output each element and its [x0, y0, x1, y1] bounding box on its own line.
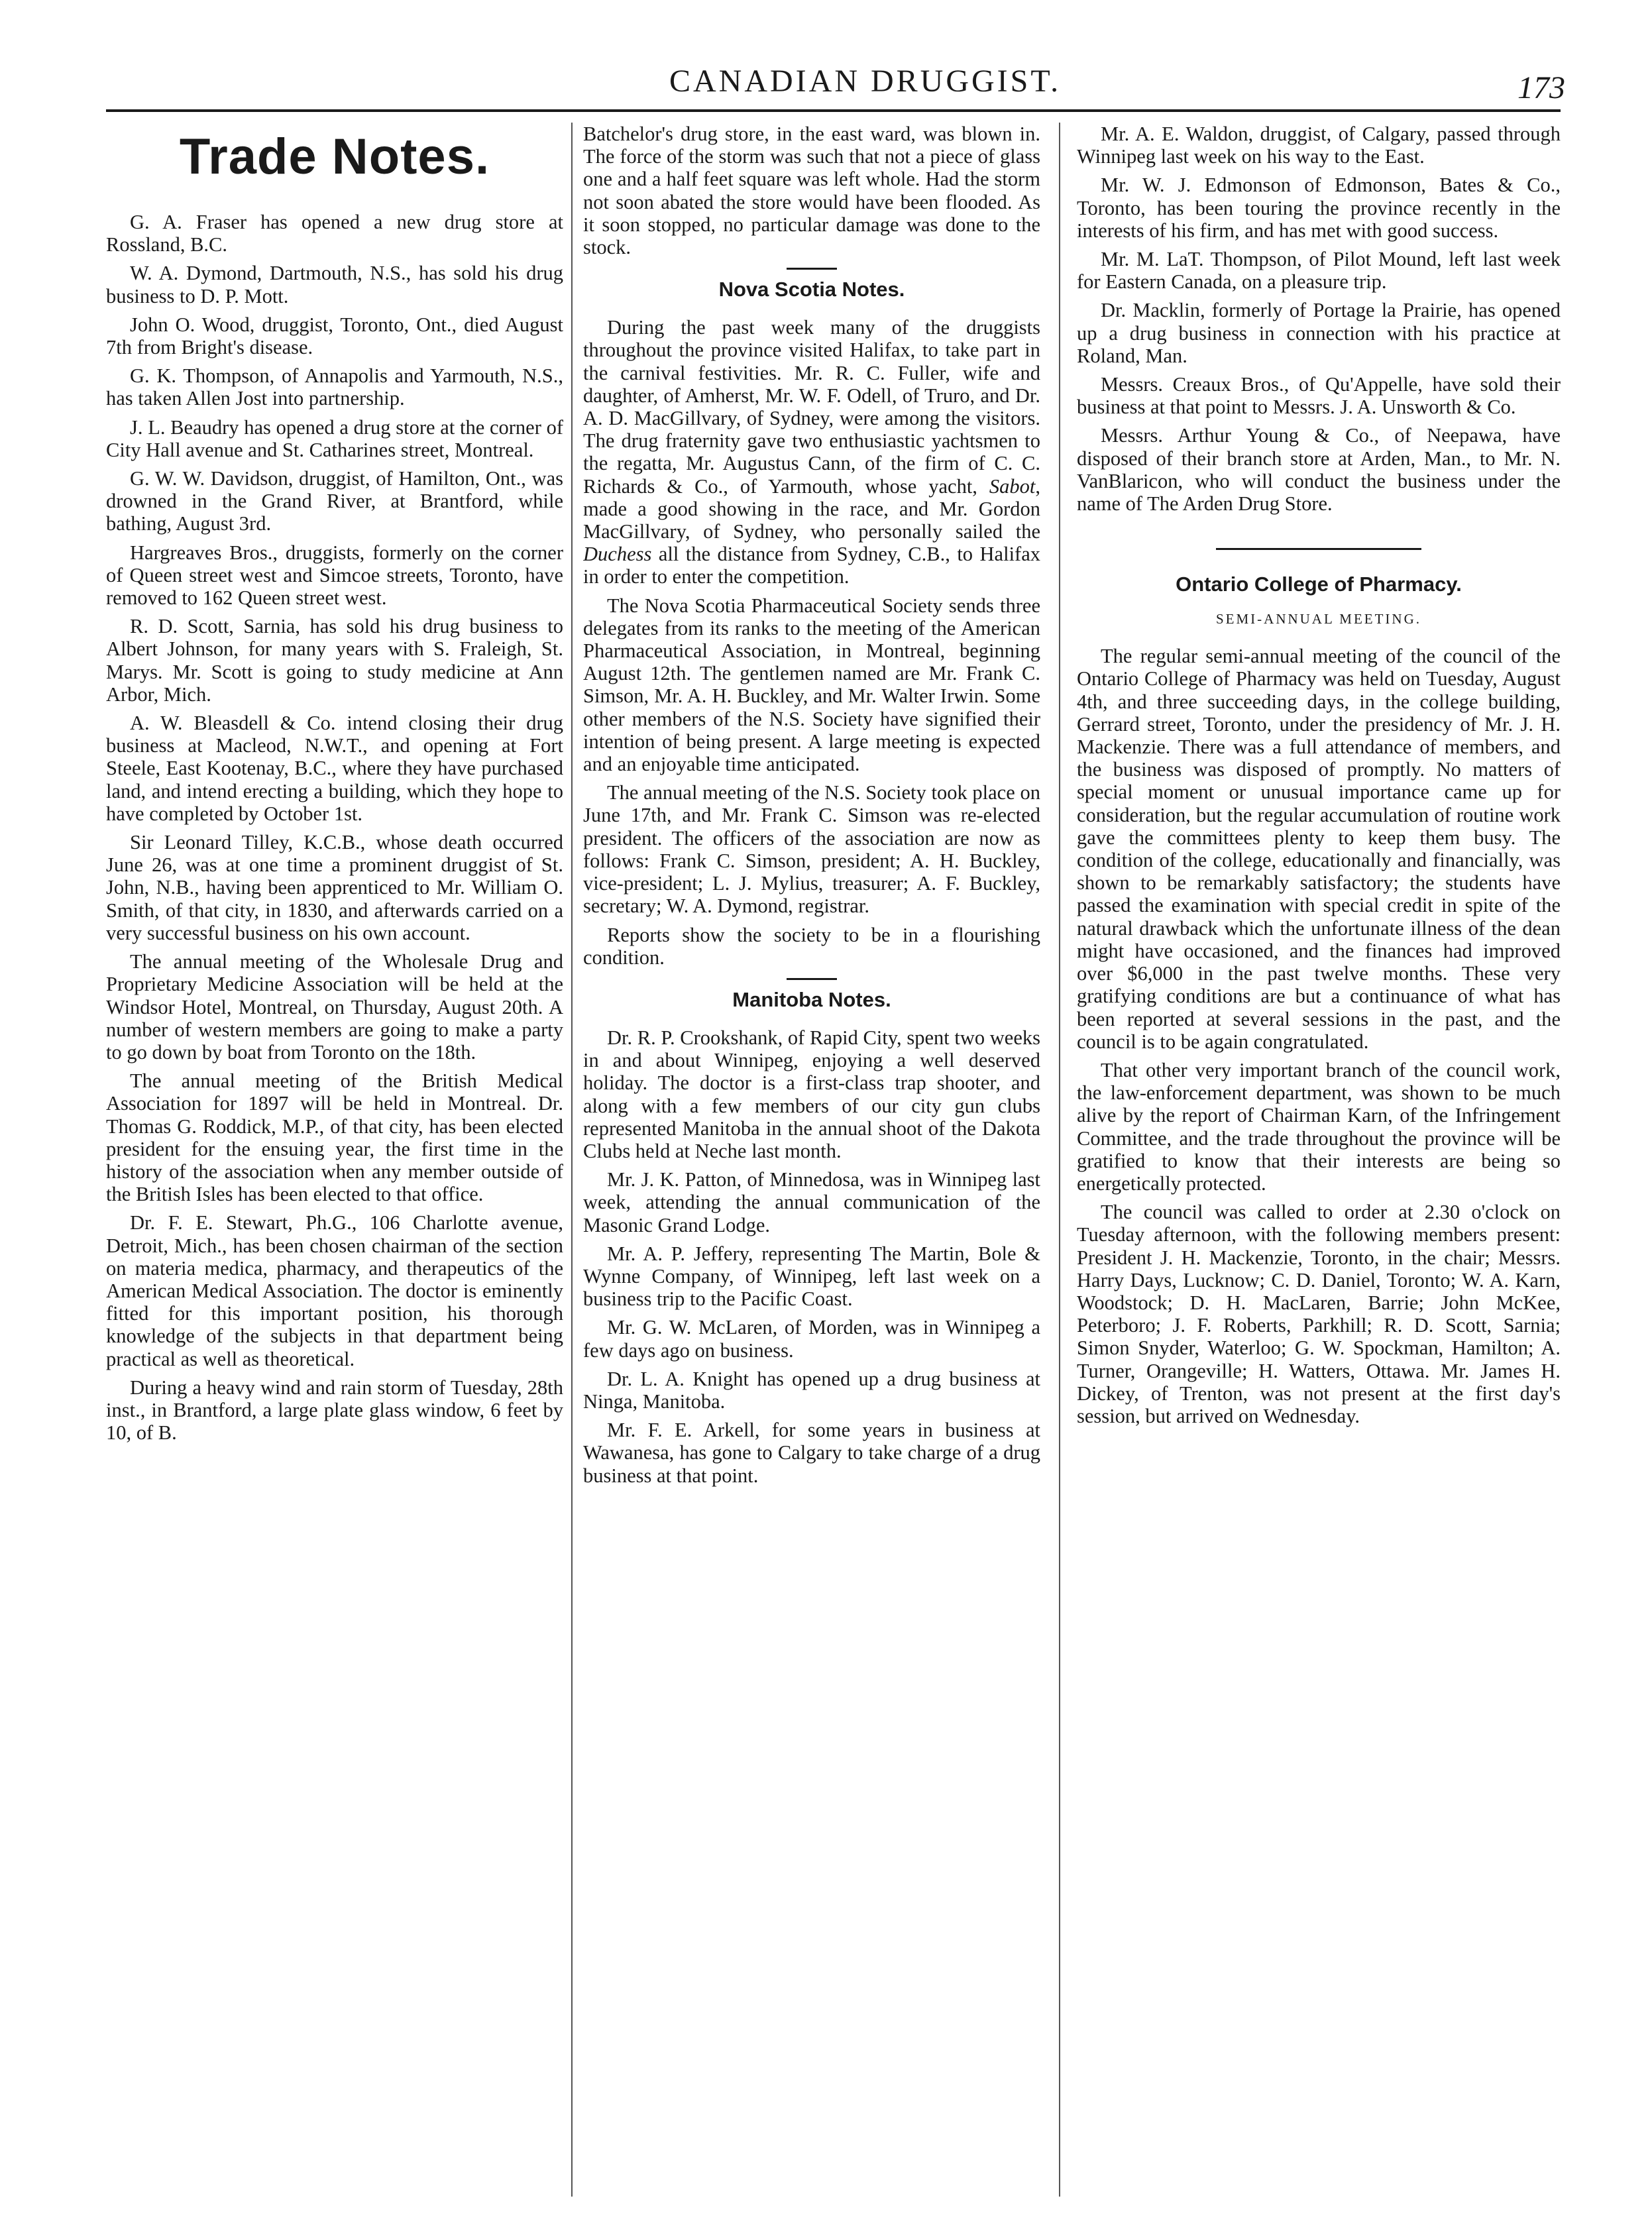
trade-note: W. A. Dymond, Dartmouth, N.S., has sold his drug business to D. P. Mott. — [106, 262, 563, 307]
manitoba-note: Messrs. Arthur Young & Co., of Neepawa, have disposed of their branch store at Arden, Man., to Mr. N. VanBlaricon, who will conduct the business under the name of The Arden Drug Store. — [1077, 424, 1561, 516]
ontario-college-paragraph: The regular semi-annual meeting of the council of the Ontario College of Pharmacy was held on Tuesday, August 4th, and three succeeding days, in the college building, Gerrard street, Toronto, under the presidency of Mr. J. H. Mackenzie. There was a full attendance of members, and the business was disposed of promptly. No matters of special moment or unusual importance came up for consideration, but the regular accumulation of routine work gave the committees plenty to keep them busy. The condition of the college, educationally and financially, was shown to be remarkably satisfactory; the students have passed the examination with special credit in spite of the natural drawback which the unfortunate illness of the dean might have occasioned, and the finances had improved over $6,000 in the past twelve months. These very gratifying conditions are but a continuance of what has been reported at several sessions in the past, and the council is to be again congratulated. — [1077, 645, 1561, 1053]
yacht-name: Sabot — [989, 474, 1036, 498]
trade-notes-title: Trade Notes. — [179, 129, 490, 185]
trade-note: G. K. Thompson, of Annapolis and Yarmouth, N.S., has taken Allen Jost into partnership. — [106, 364, 563, 410]
page-number: 173 — [1517, 70, 1565, 105]
manitoba-note: Mr. F. E. Arkell, for some years in business at Wawanesa, has gone to Calgary to take charge of a drug business at that point. — [583, 1419, 1040, 1487]
manitoba-note: Messrs. Creaux Bros., of Qu'Appelle, have sold their business at that point to Messrs. J. A. Unsworth & Co. — [1077, 373, 1561, 419]
trade-note: G. W. W. Davidson, druggist, of Hamilton, Ont., was drowned in the Grand River, at Brantford, while bathing, August 3rd. — [106, 467, 563, 535]
text-run: , made a good showing in the race, and Mr. Gordon MacGillvary, of Sydney, who personally sailed the — [583, 474, 1040, 543]
ontario-college-paragraph: The council was called to order at 2.30 o'clock on Tuesday afternoon, with the following members present: President J. H. Mackenzie, Toronto, in the chair; Messrs. Harry Days, Lucknow; C. D. Daniel, Toronto; W. A. Karn, Woodstock; D. H. MacLaren, Barrie; John McKee, Peterboro; J. F. Roberts, Parkhill; R. D. Scott, Sarnia; Simon Snyder, Waterloo; G. W. Spockman, Hamilton; A. Turner, Orangeville; H. Watters, Ottawa. Mr. James H. Dickey, of Trenton, was not present at the first day's session, but arrived on Wednesday. — [1077, 1201, 1561, 1427]
trade-note: The annual meeting of the Wholesale Drug and Proprietary Medicine Association will be held at the Windsor Hotel, Montreal, on Thursday, August 20th. A number of western members are going to make a party to go down by boat from Toronto on the 18th. — [106, 950, 563, 1064]
section-divider — [1216, 548, 1421, 550]
yacht-name: Duchess — [583, 543, 652, 566]
running-head: CANADIAN DRUGGIST. — [669, 64, 1062, 99]
section-divider — [787, 268, 837, 270]
nova-scotia-note — [583, 316, 1040, 588]
trade-note: J. L. Beaudry has opened a drug store at the corner of City Hall avenue and St. Catharines street, Montreal. — [106, 415, 563, 461]
ontario-college-title: Ontario College of Pharmacy. — [1176, 573, 1462, 596]
nova-scotia-title: Nova Scotia Notes. — [718, 278, 905, 301]
manitoba-note: Dr. R. P. Crookshank, of Rapid City, spent two weeks in and about Winnipeg, enjoying a well deserved holiday. The doctor is a first-class trap shooter, and along with a few members of our city gun clubs represented Manitoba in the annual shoot of the Dakota Clubs held at Neche last month. — [583, 1026, 1040, 1162]
trade-note: R. D. Scott, Sarnia, has sold his drug business to Albert Johnson, for many years with S. Fraleigh, St. Marys. Mr. Scott is going to study medicine at Ann Arbor, Mich. — [106, 615, 563, 706]
header-rule — [106, 109, 1561, 112]
column-rule — [571, 123, 573, 2197]
manitoba-note: Mr. J. K. Patton, of Minnedosa, was in Winnipeg last week, attending the annual communication of the Masonic Grand Lodge. — [583, 1168, 1040, 1236]
manitoba-note: Dr. L. A. Knight has opened up a drug business at Ninga, Manitoba. — [583, 1367, 1040, 1413]
nova-scotia-note: Reports show the society to be in a flourishing condition. — [583, 923, 1040, 969]
trade-note: Hargreaves Bros., druggists, formerly on the corner of Queen street west and Simcoe streets, Toronto, have removed to 162 Queen street west. — [106, 541, 563, 610]
text-run: During the past week many of the druggists throughout the province visited Halifax, to take part in the carnival festivities. Mr. R. C. Fuller, wife and daughter, of Amherst, Mr. W. F. Odell, of Truro, and Dr. A. D. MacGillvary, of Sydney, were among the visitors. The drug fraternity gave two enthusiastic yachtsmen to the regatta, Mr. Augustus Cann, of the firm of C. C. Richards & Co., of Yarmouth, whose yacht, — [583, 316, 1040, 498]
manitoba-note: Mr. A. E. Waldon, druggist, of Calgary, passed through Winnipeg last week on his way to the East. — [1077, 123, 1561, 168]
manitoba-note: Dr. Macklin, formerly of Portage la Prairie, has opened up a drug business in connection with his practice at Roland, Man. — [1077, 299, 1561, 367]
manitoba-note: Mr. W. J. Edmonson of Edmonson, Bates & Co., Toronto, has been touring the province recently in the interests of his firm, and has met with good success. — [1077, 174, 1561, 242]
trade-note: A. W. Bleasdell & Co. intend closing their drug business at Macleod, N.W.T., and opening at Fort Steele, East Kootenay, B.C., where they have purchased land, and intend erecting a building, which they hope to have completed by October 1st. — [106, 712, 563, 825]
ontario-college-subtitle: SEMI-ANNUAL MEETING. — [1215, 611, 1422, 628]
manitoba-note: Mr. A. P. Jeffery, representing The Martin, Bole & Wynne Company, of Winnipeg, left last week on a business trip to the Pacific Coast. — [583, 1242, 1040, 1311]
ontario-college-paragraph: That other very important branch of the council work, the law-enforcement department, was shown to be much alive by the report of Chairman Karn, of the Infringement Committee, and the trade throughout the province will be gratified to know that their interests are being so energetically protected. — [1077, 1058, 1561, 1195]
manitoba-note: Mr. M. LaT. Thompson, of Pilot Mound, left last week for Eastern Canada, on a pleasure trip. — [1077, 248, 1561, 294]
trade-note: The annual meeting of the British Medical Association for 1897 will be held in Montreal. Dr. Thomas G. Roddick, M.P., of that city, has been elected president for the ensuing year, the first time in the history of the association when any member outside of the British Isles has been elected to that office. — [106, 1069, 563, 1206]
section-divider — [787, 978, 837, 980]
trade-note-continuation: Batchelor's drug store, in the east ward, was blown in. The force of the storm was such that not a piece of glass one and a half feet square was left whole. Had the storm not soon abated the store would have been flooded. As it soon stopped, no particular damage was done to the stock. — [583, 123, 1040, 259]
column-2 — [583, 123, 1040, 2197]
trade-note: John O. Wood, druggist, Toronto, Ont., died August 7th from Bright's disease. — [106, 313, 563, 359]
column-1 — [106, 123, 563, 2197]
trade-note: G. A. Fraser has opened a new drug store at Rossland, B.C. — [106, 211, 563, 256]
manitoba-note: Mr. G. W. McLaren, of Morden, was in Winnipeg a few days ago on business. — [583, 1316, 1040, 1362]
trade-note: During a heavy wind and rain storm of Tuesday, 28th inst., in Brantford, a large plate glass window, 6 feet by 10, of B. — [106, 1376, 563, 1445]
manitoba-title: Manitoba Notes. — [732, 987, 891, 1011]
nova-scotia-note: The annual meeting of the N.S. Society took place on June 17th, and Mr. Frank C. Simson was re-elected president. The officers of the association are now as follows: Frank C. Simson, president; A. H. Buckley, vice-president; L. J. Mylius, treasurer; A. F. Buckley, secretary; W. A. Dymond, registrar. — [583, 781, 1040, 918]
column-rule — [1059, 123, 1060, 2197]
trade-note: Dr. F. E. Stewart, Ph.G., 106 Charlotte avenue, Detroit, Mich., has been chosen chairman of the section on materia medica, pharmacy, and therapeutics of the American Medical Association. The doctor is eminently fitted for this important position, his thorough knowledge of the subjects in that department being practical as well as theoretical. — [106, 1211, 563, 1370]
text-run: all the distance from Sydney, C.B., to Halifax in order to enter the competition. — [583, 543, 1040, 588]
column-3 — [1077, 123, 1561, 2197]
trade-note: Sir Leonard Tilley, K.C.B., whose death occurred June 26, was at one time a prominent druggist of St. John, N.B., having been apprenticed to Mr. William O. Smith, of that city, in 1830, and afterwards carried on a very successful business on his own account. — [106, 831, 563, 944]
nova-scotia-note: The Nova Scotia Pharmaceutical Society sends three delegates from its ranks to the meeting of the American Pharmaceutical Association, in Montreal, beginning August 12th. The gentlemen named are Mr. Frank C. Simson, Mr. A. H. Buckley, and Mr. Walter Irwin. Some other members of the N.S. Society have signified their intention of being present. A large meeting is expected and an enjoyable time anticipated. — [583, 594, 1040, 776]
